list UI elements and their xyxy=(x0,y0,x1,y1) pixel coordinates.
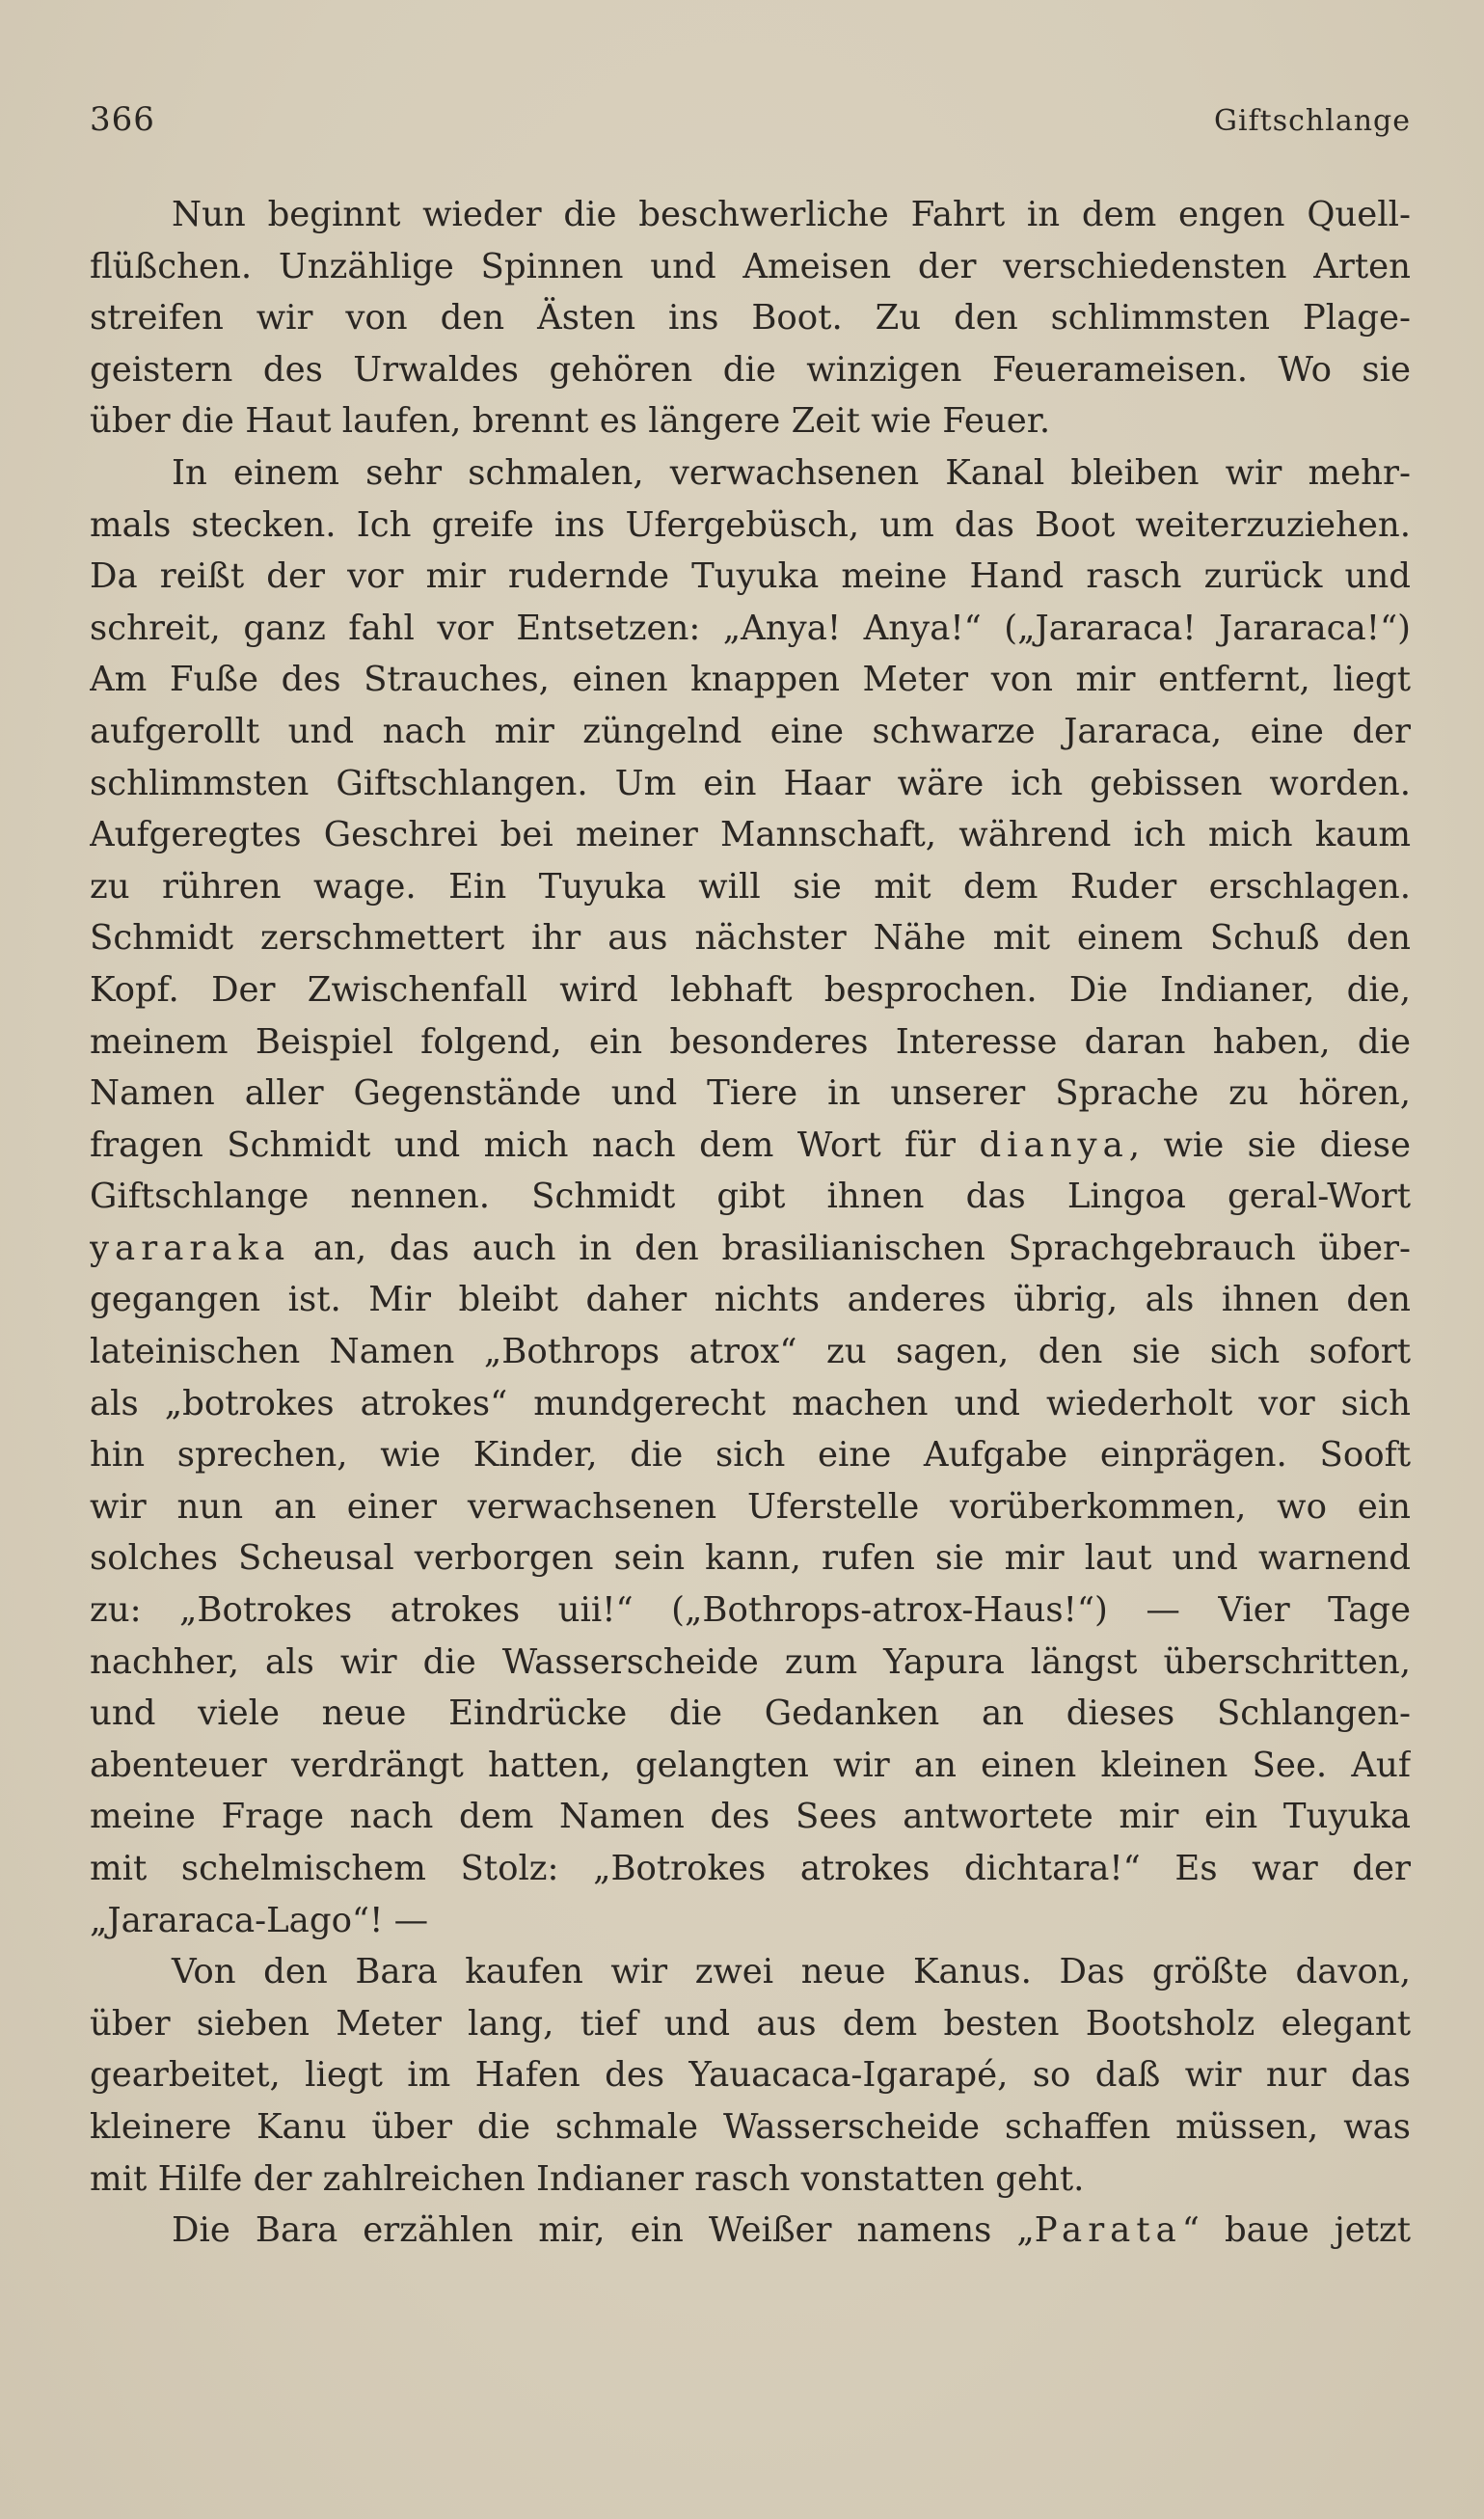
text-line: Von den Bara kaufen wir zwei neue Kanus. Das größte davon, xyxy=(172,1952,1411,1992)
text-line: In einem sehr schmalen, verwachsenen Kanal bleiben wir mehr- xyxy=(172,452,1411,493)
text-line: mit Hilfe der zahlreichen Indianer rasch vonstatten geht. xyxy=(90,2158,1085,2199)
text-line: schreit, ganz fahl vor Entsetzen: „Anya! Anya!“ („Jararaca! Jararaca!“) xyxy=(90,608,1411,648)
text-segment: Die Bara erzählen mir, ein Weißer namens „ xyxy=(172,2210,1035,2251)
text-line: nachher, als wir die Wasserscheide zum Yapura längst überschritten, xyxy=(90,1641,1411,1682)
text-line: Giftschlange nennen. Schmidt gibt ihnen das Lingoa geral-Wort xyxy=(90,1177,1411,1217)
text-line: Nun beginnt wieder die beschwerliche Fahrt in dem engen Quell- xyxy=(172,195,1411,234)
text-line xyxy=(90,2205,1411,2257)
text-line xyxy=(90,1223,1411,1275)
text-line: Am Fuße des Strauches, einen knappen Meter von mir entfernt, liegt xyxy=(90,660,1411,700)
text-line: „Jararaca-Lago“! — xyxy=(90,1900,429,1940)
text-line: wir nun an einer verwachsenen Uferstelle vorüberkommen, wo ein xyxy=(90,1486,1411,1527)
text-line: Aufgeregtes Geschrei bei meiner Mannschaft, während ich mich kaum xyxy=(90,815,1411,855)
spaced-word: dianya xyxy=(979,1124,1129,1165)
text-line: solches Scheusal verborgen sein kann, rufen sie mir laut und warnend xyxy=(90,1538,1411,1579)
spaced-word: Parata xyxy=(1034,2210,1182,2251)
text-line: geistern des Urwaldes gehören die winzigen Feuerameisen. Wo sie xyxy=(90,349,1411,390)
text-line: über die Haut laufen, brennt es längere Zeit wie Feuer. xyxy=(90,401,1051,442)
text-line: flüßchen. Unzählige Spinnen und Ameisen der verschiedensten Arten xyxy=(90,246,1411,286)
text-line: kleinere Kanu über die schmale Wasserscheide schaffen müssen, was xyxy=(90,2106,1411,2147)
text-segment: fragen Schmidt und mich nach dem Wort für xyxy=(90,1124,956,1165)
text-line: schlimmsten Giftschlangen. Um ein Haar wäre ich gebissen worden. xyxy=(90,763,1411,803)
text-line: Namen aller Gegenstände und Tiere in unserer Sprache zu hören, xyxy=(90,1073,1411,1114)
text-line: zu rühren wage. Ein Tuyuka will sie mit dem Ruder erschlagen. xyxy=(90,866,1411,907)
text-line: mit schelmischem Stolz: „Botrokes atrokes dichtara!“ Es war der xyxy=(90,1849,1411,1888)
text-line: meinem Beispiel folgend, ein besonderes Interesse daran haben, die xyxy=(90,1021,1411,1062)
text-line: zu: „Botrokes atrokes uii!“ („Bothrops-atrox-Haus!“) — Vier Tage xyxy=(90,1590,1411,1631)
text-line: lateinischen Namen „Bothrops atrox“ zu sagen, den sie sich sofort xyxy=(90,1332,1411,1372)
text-line: gegangen ist. Mir bleibt daher nichts anderes übrig, als ihnen den xyxy=(90,1280,1411,1320)
body-text xyxy=(90,189,1411,2257)
text-line: hin sprechen, wie Kinder, die sich eine Aufgabe einprägen. Sooft xyxy=(90,1435,1411,1476)
text-line: Schmidt zerschmettert ihr aus nächster Nähe mit einem Schuß den xyxy=(90,918,1411,959)
text-line: als „botrokes atrokes“ mundgerecht machen und wiederholt vor sich xyxy=(90,1383,1411,1423)
text-line: streifen wir von den Ästen ins Boot. Zu den schlimmsten Plage- xyxy=(90,298,1411,339)
text-line: über sieben Meter lang, tief und aus dem besten Bootsholz elegant xyxy=(90,2003,1411,2044)
text-line: aufgerollt und nach mir züngelnd eine schwarze Jararaca, eine der xyxy=(90,711,1411,751)
spaced-word: yararaka xyxy=(90,1228,291,1268)
text-line: Da reißt der vor mir rudernde Tuyuka meine Hand rasch zurück und xyxy=(90,556,1411,597)
text-line: abenteuer verdrängt hatten, gelangten wir an einen kleinen See. Auf xyxy=(90,1745,1411,1785)
text-line: gearbeitet, liegt im Hafen des Yauacaca-Igarapé, so daß wir nur das xyxy=(90,2055,1411,2096)
page-number: 366 xyxy=(90,100,155,139)
text-segment: , wie sie diese xyxy=(1128,1124,1411,1165)
running-title: Giftschlange xyxy=(1214,104,1411,138)
text-line: mals stecken. Ich greife ins Ufergebüsch, um das Boot weiterzuziehen. xyxy=(90,504,1411,545)
page-header xyxy=(90,100,1411,149)
text-line: und viele neue Eindrücke die Gedanken an dieses Schlangen- xyxy=(90,1693,1411,1734)
text-segment: an, das auch in den brasilianischen Sprachgebrauch über- xyxy=(290,1228,1411,1268)
text-line: Kopf. Der Zwischenfall wird lebhaft besprochen. Die Indianer, die, xyxy=(90,969,1411,1010)
text-line xyxy=(90,1120,1411,1172)
text-segment: “ baue jetzt xyxy=(1181,2210,1411,2251)
text-line: meine Frage nach dem Namen des Sees antwortete mir ein Tuyuka xyxy=(90,1797,1411,1837)
